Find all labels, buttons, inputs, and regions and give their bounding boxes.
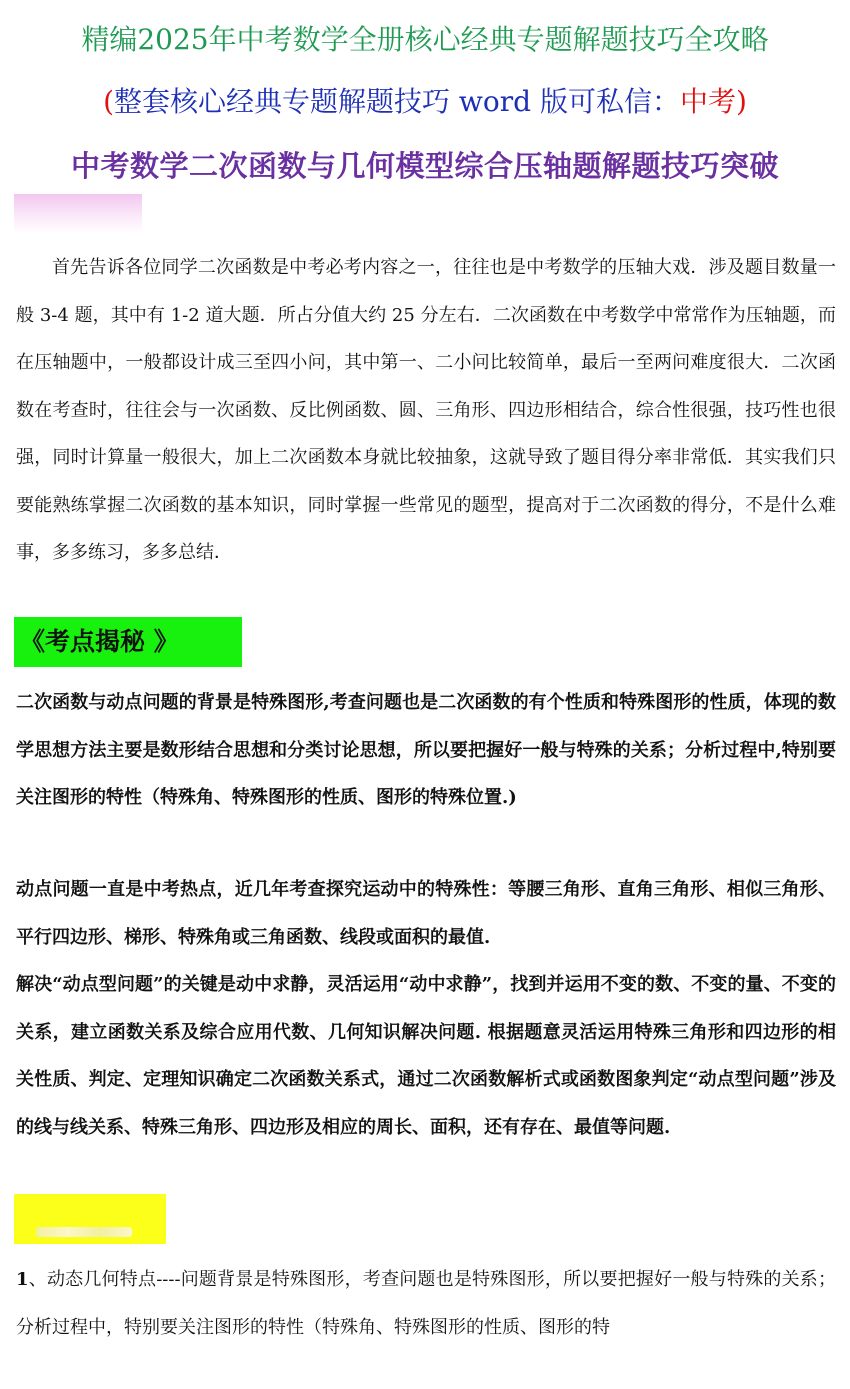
document-subtitle bbox=[0, 80, 850, 124]
bold-paragraph-1: 二次函数与动点问题的背景是特殊图形,考查问题也是二次函数的有个性质和特殊图形的性质，体现的数学思想方法主要是数形结合思想和分类讨论思想，所以要把握好一般与特殊的关系；分析过程中,特别要关注图形的特性（特殊角、特殊图形的性质、图形的特殊位置.) bbox=[16, 692, 836, 808]
bold-paragraph-3: 解决“动点型问题”的关键是动中求静，灵活运用“动中求静”，找到并运用不变的数、不变的量、不变的关系，建立函数关系及综合应用代数、几何知识解决问题. 根据题意灵活运用特殊三角形和四边形的相关性质、判定、定理知识确定二次函数关系式，通过二次函数解析式或函数图象判定“动点型问题”涉及的线与线关系、特殊三角形、四边形及相应的周长、面积，还有存在、最值等问题. bbox=[16, 974, 836, 1138]
document-main-title: 精编2025年中考数学全册核心经典专题解题技巧全攻略 bbox=[81, 23, 769, 56]
topic-title: 中考数学二次函数与几何模型综合压轴题解题技巧突破 bbox=[70, 149, 779, 183]
subtitle-open-paren: ( bbox=[103, 85, 115, 118]
bold-paragraph-2: 动点问题一直是中考热点，近几年考查探究运动中的特殊性：等腰三角形、直角三角形、相似三角形、平行四边形、梯形、特殊角或三角函数、线段或面积的最值. bbox=[16, 879, 836, 948]
intro-paragraph: 首先告诉各位同学二次函数是中考必考内容之一，往往也是中考数学的压轴大戏．涉及题目数量一般 3-4 题，其中有 1-2 道大题．所占分值大约 25 分左右．二次函数在中考数学中常常作为压轴题，而在压轴题中，一般都设计成三至四小问，其中第一、二小问比较简单，最后一至两问难度很大．二次函数在考查时，往往会与一次函数、反比例函数、圆、三角形、四边形相结合，综合性很强，技巧性也很强，同时计算量一般很大，加上二次函数本身就比较抽象，这就导致了题目得分率非常低．其实我们只要能熟练掌握二次函数的基本知识，同时掌握一些常见的题型，提高对于二次函数的得分，不是什么难事，多多练习，多多总结． bbox=[16, 257, 836, 563]
blurred-label-text bbox=[36, 1227, 132, 1237]
subtitle-highlight: 中考 bbox=[679, 85, 736, 118]
point-1-paragraph bbox=[16, 1256, 836, 1351]
section-label-kaodian: 《考点揭秘 》 bbox=[14, 617, 242, 667]
point-1-text: 、动态几何特点----问题背景是特殊图形，考查问题也是特殊图形，所以要把握好一般与特殊的关系；分析过程中，特别要关注图形的特性（特殊角、特殊图形的性质、图形的特 bbox=[16, 1269, 836, 1338]
decorative-yellow-label bbox=[14, 1194, 166, 1244]
point-1-number: 1 bbox=[16, 1269, 29, 1290]
decorative-pink-bar bbox=[14, 194, 142, 234]
subtitle-text: 整套核心经典专题解题技巧 word 版可私信： bbox=[114, 85, 680, 118]
subtitle-close-paren: ) bbox=[735, 85, 747, 118]
